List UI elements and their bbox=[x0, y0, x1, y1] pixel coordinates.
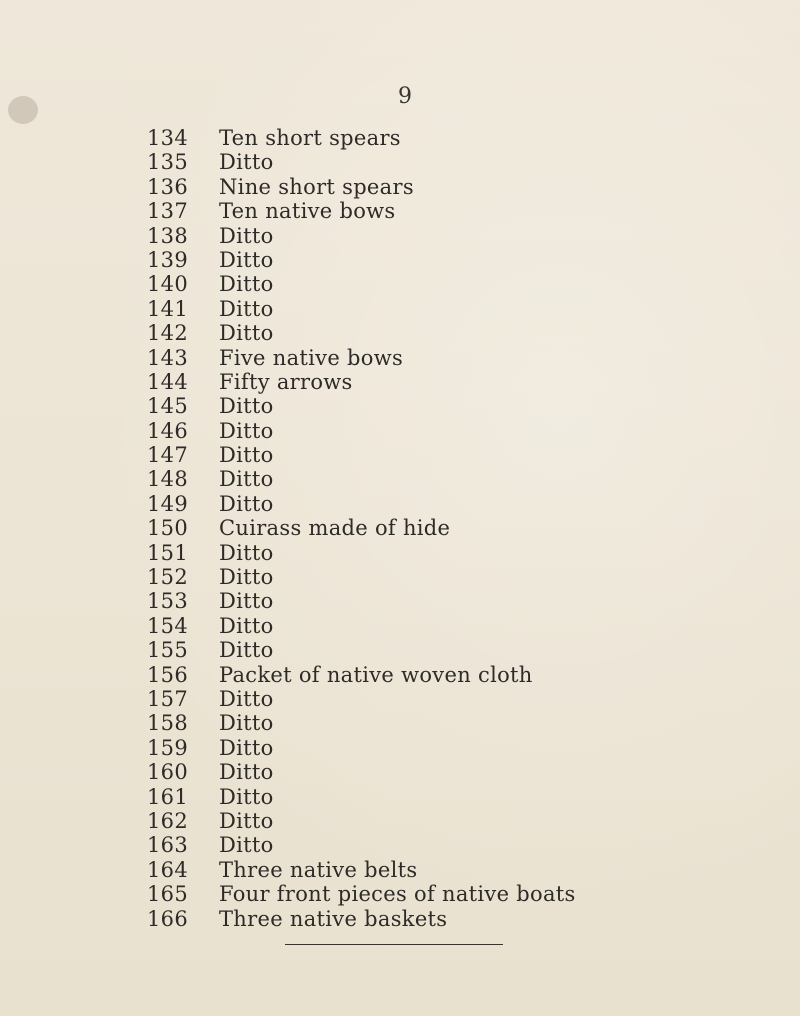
inventory-entry bbox=[147, 199, 747, 223]
entry-number: 150 bbox=[147, 516, 188, 541]
entry-number: 160 bbox=[147, 760, 188, 785]
entry-number: 153 bbox=[147, 589, 188, 614]
inventory-entry bbox=[147, 565, 747, 589]
entry-description: Fifty arrows bbox=[219, 369, 353, 394]
inventory-entry bbox=[147, 785, 747, 809]
entry-description: Three native baskets bbox=[219, 906, 448, 931]
entry-description: Ditto bbox=[219, 833, 274, 858]
page-number: 9 bbox=[398, 84, 412, 109]
inventory-entry bbox=[147, 150, 747, 174]
entry-number: 149 bbox=[147, 491, 188, 516]
entry-description: Ditto bbox=[219, 296, 274, 321]
inventory-entry bbox=[147, 443, 747, 467]
inventory-entry bbox=[147, 321, 747, 345]
inventory-entry bbox=[147, 833, 747, 857]
entry-description: Nine short spears bbox=[219, 174, 414, 199]
entry-number: 138 bbox=[147, 223, 188, 248]
inventory-entry bbox=[147, 882, 747, 906]
entry-number: 147 bbox=[147, 443, 188, 468]
entry-description: Ditto bbox=[219, 491, 274, 516]
entry-number: 137 bbox=[147, 199, 188, 224]
entry-description: Ditto bbox=[219, 589, 274, 614]
inventory-entry bbox=[147, 467, 747, 491]
inventory-entry bbox=[147, 736, 747, 760]
entry-description: Four front pieces of native boats bbox=[219, 882, 576, 907]
entry-description: Ditto bbox=[219, 540, 274, 565]
entry-number: 140 bbox=[147, 272, 188, 297]
entry-description: Ditto bbox=[219, 686, 274, 711]
entry-description: Ditto bbox=[219, 272, 274, 297]
inventory-entry bbox=[147, 516, 747, 540]
entry-number: 165 bbox=[147, 882, 188, 907]
inventory-entry bbox=[147, 175, 747, 199]
entry-description: Ditto bbox=[219, 711, 274, 736]
inventory-entry bbox=[147, 248, 747, 272]
entry-description: Ditto bbox=[219, 321, 274, 346]
inventory-entry bbox=[147, 663, 747, 687]
entry-number: 159 bbox=[147, 735, 188, 760]
entry-description: Five native bows bbox=[219, 345, 404, 370]
entry-description: Ditto bbox=[219, 760, 274, 785]
inventory-entry bbox=[147, 224, 747, 248]
entry-number: 142 bbox=[147, 321, 188, 346]
entry-number: 155 bbox=[147, 638, 188, 663]
inventory-entry bbox=[147, 809, 747, 833]
entry-number: 158 bbox=[147, 711, 188, 736]
entry-number: 151 bbox=[147, 540, 188, 565]
entry-number: 134 bbox=[147, 126, 188, 150]
entry-number: 152 bbox=[147, 565, 188, 590]
inventory-entry bbox=[147, 370, 747, 394]
inventory-entry bbox=[147, 297, 747, 321]
entry-description: Ditto bbox=[219, 150, 274, 175]
entry-description: Ditto bbox=[219, 418, 274, 443]
entry-number: 164 bbox=[147, 857, 188, 882]
entry-number: 143 bbox=[147, 345, 188, 370]
inventory-entry bbox=[147, 541, 747, 565]
inventory-entry bbox=[147, 614, 747, 638]
entry-number: 157 bbox=[147, 686, 188, 711]
entry-description: Ten native bows bbox=[219, 199, 396, 224]
inventory-entry bbox=[147, 711, 747, 735]
entry-number: 163 bbox=[147, 833, 188, 858]
inventory-entry bbox=[147, 907, 747, 931]
inventory-entry bbox=[147, 687, 747, 711]
entry-number: 156 bbox=[147, 662, 188, 687]
closing-rule bbox=[285, 944, 503, 945]
entry-description: Ten short spears bbox=[219, 126, 401, 150]
entry-description: Ditto bbox=[219, 735, 274, 760]
entry-number: 148 bbox=[147, 467, 188, 492]
binding-hole-mark bbox=[8, 96, 38, 124]
entry-number: 141 bbox=[147, 296, 188, 321]
inventory-entry bbox=[147, 760, 747, 784]
entry-number: 144 bbox=[147, 369, 188, 394]
entry-number: 154 bbox=[147, 613, 188, 638]
inventory-entry bbox=[147, 272, 747, 296]
entry-description: Ditto bbox=[219, 247, 274, 272]
inventory-entry bbox=[147, 638, 747, 662]
entry-description: Cuirass made of hide bbox=[219, 516, 451, 541]
entry-number: 146 bbox=[147, 418, 188, 443]
inventory-entry bbox=[147, 858, 747, 882]
entry-description: Three native belts bbox=[219, 857, 418, 882]
entry-description: Ditto bbox=[219, 638, 274, 663]
entry-description: Ditto bbox=[219, 784, 274, 809]
inventory-entry bbox=[147, 346, 747, 370]
entry-description: Ditto bbox=[219, 613, 274, 638]
inventory-entry bbox=[147, 589, 747, 613]
inventory-list bbox=[147, 126, 747, 931]
entry-description: Ditto bbox=[219, 223, 274, 248]
inventory-entry bbox=[147, 126, 747, 150]
entry-number: 162 bbox=[147, 808, 188, 833]
entry-number: 145 bbox=[147, 394, 188, 419]
entry-description: Ditto bbox=[219, 394, 274, 419]
entry-description: Ditto bbox=[219, 467, 274, 492]
entry-number: 139 bbox=[147, 247, 188, 272]
entry-number: 135 bbox=[147, 150, 188, 175]
entry-number: 136 bbox=[147, 174, 188, 199]
entry-description: Packet of native woven cloth bbox=[219, 662, 533, 687]
entry-description: Ditto bbox=[219, 808, 274, 833]
entry-number: 161 bbox=[147, 784, 188, 809]
entry-description: Ditto bbox=[219, 443, 274, 468]
entry-number: 166 bbox=[147, 906, 188, 931]
inventory-entry bbox=[147, 492, 747, 516]
inventory-entry bbox=[147, 394, 747, 418]
inventory-entry bbox=[147, 419, 747, 443]
entry-description: Ditto bbox=[219, 565, 274, 590]
